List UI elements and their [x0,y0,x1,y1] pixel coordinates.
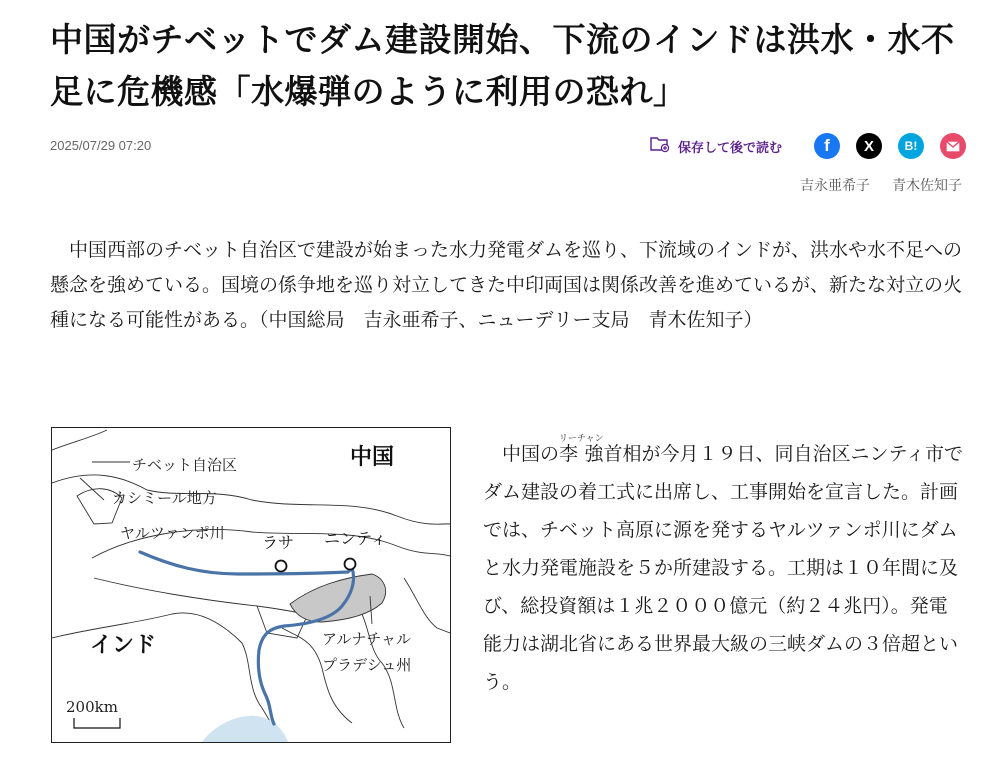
article-meta [50,135,962,159]
share-buttons [814,133,966,159]
facebook-icon: f [824,136,830,155]
premier-name-text: 李 強 [558,443,604,465]
save-label: 保存して後で読む [678,140,783,156]
arunachal-label-1: アルナチャル [322,630,411,648]
save-for-later-button[interactable] [650,135,782,157]
hatena-icon: B! [904,139,918,153]
hatena-bookmark-button[interactable] [898,133,924,159]
publish-date: 2025/07/29 07:20 [50,138,152,153]
body-text-before: 中国の [502,443,560,465]
x-icon: X [863,137,874,155]
tibet-label: チベット自治区 [132,456,238,474]
lead-paragraph: 中国西部のチベット自治区で建設が始まった水力発電ダムを巡り、下流域のインドが、洪水や水不足への懸念を強めている。国境の係争地を巡り対立してきた中印両国は関係改善を進めているが、新たな対立の火種になる可能性がある。（中国総局 吉永亜希子、ニューデリー支局 青木佐知子） [50,239,963,331]
body-paragraph [483,434,963,701]
author-name: 青木佐知子 [892,178,962,194]
india-label: インド [90,633,157,658]
lhasa-marker [276,561,287,572]
river-label: ヤルツァンポ川 [120,524,225,542]
folder-save-icon [650,135,670,157]
body-text-after: 首相が今月１９日、同自治区ニンティ市でダム建設の着工式に出席し、工事開始を宣言した。計画では、チベット高原に源を発するヤルツァンポ川にダムと水力発電施設を５か所建設する。工期は１０年間に及び、総投資額は１兆２０００億元（約２４兆円）。発電能力は湖北省にある世界最大級の三峡ダムの３倍超という。 [483,443,964,693]
byline [800,175,962,195]
china-label: 中国 [350,445,395,470]
facebook-share-button[interactable] [814,133,840,159]
premier-name-ruby: リーチャン [558,434,604,444]
article-title: 中国がチベットでダム建設開始、下流のインドは洪水・水不足に危機感「水爆弾のように利用の恐れ」 [50,20,955,111]
kashmir-label: カシミール地方 [112,489,217,507]
premier-name [558,434,604,465]
arunachal-label-2: プラデシュ州 [322,656,412,674]
nyingchi-label: ニンティ [324,529,387,548]
lhasa-label: ラサ [262,533,295,552]
scale-label: 200km [66,698,118,716]
x-share-button[interactable] [856,133,882,159]
map-figure [51,427,451,743]
mail-icon [946,141,960,152]
mail-share-button[interactable] [940,133,966,159]
author-name: 吉永亜希子 [800,178,870,194]
nyingchi-marker [345,559,356,570]
